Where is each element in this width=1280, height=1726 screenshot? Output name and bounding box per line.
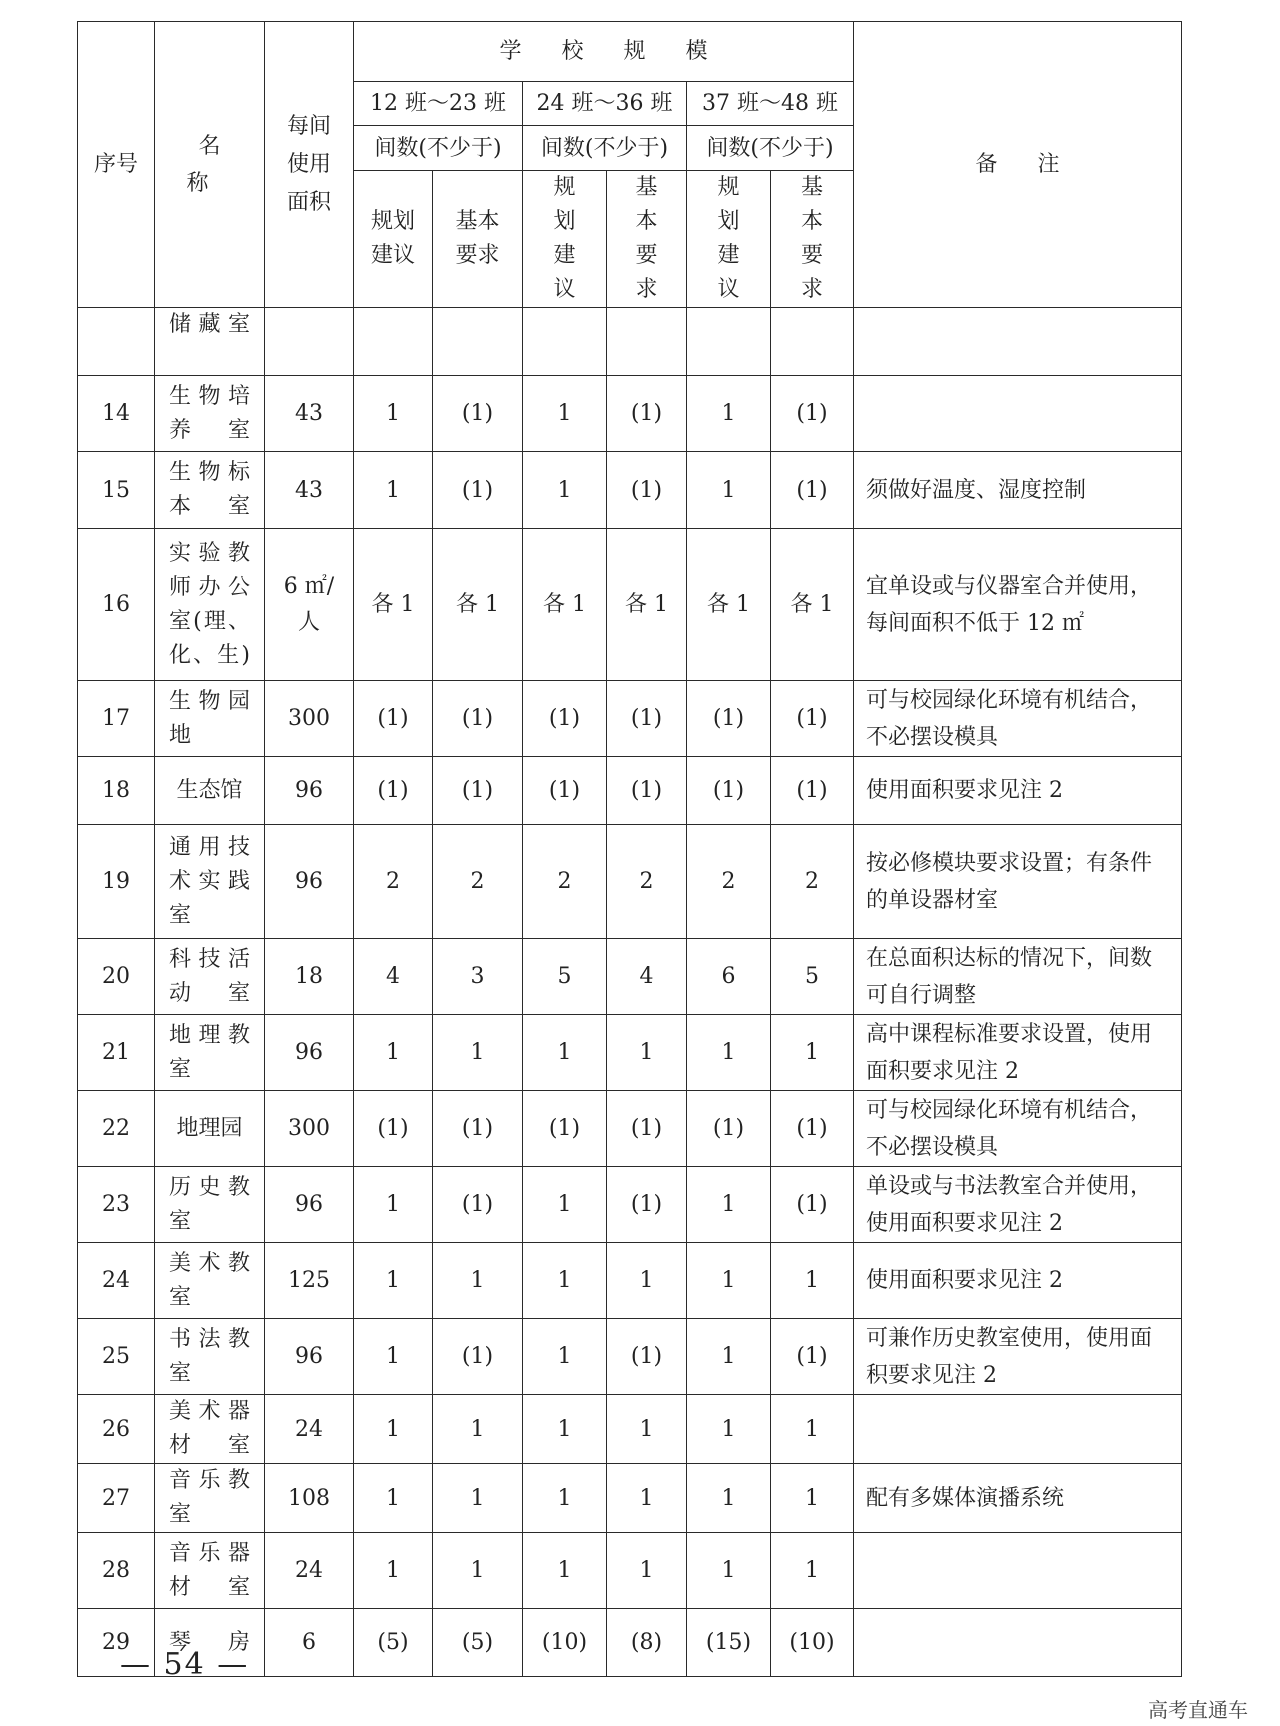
row-count: 5 xyxy=(771,939,854,1015)
row-note: 高中课程标准要求设置，使用面积要求见注 2 xyxy=(854,1015,1182,1091)
header-plan: 规划建议 xyxy=(523,171,607,308)
row-count: (1) xyxy=(354,757,433,825)
row-count: 6 xyxy=(687,939,771,1015)
row-count: 1 xyxy=(354,1243,433,1319)
row-seq: 15 xyxy=(78,452,155,529)
row-count: 3 xyxy=(433,939,523,1015)
row-count: 1 xyxy=(687,1395,771,1464)
row-count: 1 xyxy=(354,1464,433,1533)
row-area: 96 xyxy=(265,1167,354,1243)
page-number: — 54 — xyxy=(120,1647,250,1682)
header-basic: 基本要求 xyxy=(433,171,523,308)
header-scale-1: 12 班～23 班 xyxy=(354,82,523,126)
table-row xyxy=(78,529,1182,681)
facility-table xyxy=(77,21,1182,1677)
table-row xyxy=(78,1243,1182,1319)
row-note: 按必修模块要求设置；有条件的单设器材室 xyxy=(854,825,1182,939)
table-row xyxy=(78,376,1182,452)
row-count: (1) xyxy=(433,681,523,757)
row-name: 历史教室 xyxy=(155,1167,265,1243)
row-count: 1 xyxy=(523,1015,607,1091)
row-count: (1) xyxy=(607,757,687,825)
row-count: 1 xyxy=(354,1319,433,1395)
row-count: (1) xyxy=(354,681,433,757)
row-seq: 18 xyxy=(78,757,155,825)
row-note: 宜单设或与仪器室合并使用，每间面积不低于 12 ㎡ xyxy=(854,529,1182,681)
row-count: 4 xyxy=(354,939,433,1015)
row-seq: 22 xyxy=(78,1091,155,1167)
row-count: 2 xyxy=(433,825,523,939)
row-count: (1) xyxy=(523,681,607,757)
row-count: 1 xyxy=(687,1243,771,1319)
row-area: 96 xyxy=(265,1319,354,1395)
row-seq: 16 xyxy=(78,529,155,681)
row-name: 生物园地 xyxy=(155,681,265,757)
row-name: 生物培养室 xyxy=(155,376,265,452)
row-count: 各 1 xyxy=(687,529,771,681)
row-count: 各 1 xyxy=(607,529,687,681)
row-count: (1) xyxy=(433,452,523,529)
row-note xyxy=(854,1609,1182,1677)
row-note: 单设或与书法教室合并使用，使用面积要求见注 2 xyxy=(854,1167,1182,1243)
row-count: 1 xyxy=(523,1243,607,1319)
row-note xyxy=(854,308,1182,376)
row-count: 1 xyxy=(687,1464,771,1533)
header-seq: 序号 xyxy=(78,22,155,308)
row-note: 配有多媒体演播系统 xyxy=(854,1464,1182,1533)
header-count-3: 间数(不少于) xyxy=(687,126,854,171)
row-count: (1) xyxy=(523,757,607,825)
row-name: 科技活动室 xyxy=(155,939,265,1015)
table-row xyxy=(78,308,1182,376)
row-seq xyxy=(78,308,155,376)
table-row xyxy=(78,681,1182,757)
row-count: 1 xyxy=(771,1464,854,1533)
row-count: 各 1 xyxy=(523,529,607,681)
row-name: 琴房 xyxy=(155,1609,265,1677)
row-count: 1 xyxy=(433,1243,523,1319)
row-area: 6 ㎡/人 xyxy=(265,529,354,681)
row-area: 96 xyxy=(265,757,354,825)
table-row xyxy=(78,1395,1182,1464)
row-area: 24 xyxy=(265,1395,354,1464)
row-note: 使用面积要求见注 2 xyxy=(854,757,1182,825)
row-seq: 28 xyxy=(78,1533,155,1609)
row-count: 1 xyxy=(354,1015,433,1091)
row-count: 2 xyxy=(354,825,433,939)
row-seq: 25 xyxy=(78,1319,155,1395)
header-name: 名称 xyxy=(155,22,265,308)
header-scale-2: 24 班～36 班 xyxy=(523,82,687,126)
row-count: 1 xyxy=(687,1167,771,1243)
row-count: (1) xyxy=(433,1167,523,1243)
row-count xyxy=(607,308,687,376)
table-row xyxy=(78,939,1182,1015)
row-note xyxy=(854,1395,1182,1464)
row-count: (1) xyxy=(523,1091,607,1167)
row-count: (1) xyxy=(687,757,771,825)
row-count: 1 xyxy=(523,452,607,529)
row-count: 1 xyxy=(771,1533,854,1609)
row-area xyxy=(265,308,354,376)
row-note xyxy=(854,376,1182,452)
row-count: (1) xyxy=(771,1319,854,1395)
table-row xyxy=(78,1015,1182,1091)
row-count: 1 xyxy=(523,1319,607,1395)
row-count: 1 xyxy=(354,452,433,529)
row-count: (1) xyxy=(771,1091,854,1167)
row-seq: 24 xyxy=(78,1243,155,1319)
row-count: (1) xyxy=(607,1319,687,1395)
row-name: 储藏室 xyxy=(155,308,265,376)
row-count: 1 xyxy=(607,1395,687,1464)
row-note: 在总面积达标的情况下，间数可自行调整 xyxy=(854,939,1182,1015)
row-area: 43 xyxy=(265,376,354,452)
row-name: 音乐器材室 xyxy=(155,1533,265,1609)
row-count: 2 xyxy=(607,825,687,939)
row-seq: 19 xyxy=(78,825,155,939)
row-count xyxy=(771,308,854,376)
row-count: (1) xyxy=(771,1167,854,1243)
table-row xyxy=(78,1464,1182,1533)
table-body xyxy=(78,308,1182,1677)
row-count: 1 xyxy=(607,1464,687,1533)
row-count: 1 xyxy=(687,452,771,529)
row-count: 1 xyxy=(433,1395,523,1464)
row-count: 各 1 xyxy=(354,529,433,681)
row-seq: 26 xyxy=(78,1395,155,1464)
row-count: 1 xyxy=(687,1015,771,1091)
row-area: 24 xyxy=(265,1533,354,1609)
header-scale-3: 37 班～48 班 xyxy=(687,82,854,126)
row-count: 2 xyxy=(523,825,607,939)
table-row xyxy=(78,757,1182,825)
row-area: 43 xyxy=(265,452,354,529)
row-count: (10) xyxy=(523,1609,607,1677)
row-seq: 23 xyxy=(78,1167,155,1243)
row-name: 书法教室 xyxy=(155,1319,265,1395)
row-area: 96 xyxy=(265,825,354,939)
table-header xyxy=(78,22,1182,308)
row-name: 生物标本室 xyxy=(155,452,265,529)
row-count: 1 xyxy=(523,1464,607,1533)
row-name: 音乐教室 xyxy=(155,1464,265,1533)
row-count xyxy=(523,308,607,376)
row-count: 1 xyxy=(354,1533,433,1609)
row-count: 1 xyxy=(687,1319,771,1395)
row-count: (1) xyxy=(433,376,523,452)
row-count: 各 1 xyxy=(771,529,854,681)
row-count: 1 xyxy=(354,376,433,452)
row-count: (1) xyxy=(354,1091,433,1167)
row-count: (1) xyxy=(607,1167,687,1243)
row-name: 生态馆 xyxy=(155,757,265,825)
row-name: 地理教室 xyxy=(155,1015,265,1091)
row-count: (1) xyxy=(687,681,771,757)
row-count: 1 xyxy=(354,1167,433,1243)
row-count xyxy=(354,308,433,376)
row-count: 2 xyxy=(687,825,771,939)
row-count: (1) xyxy=(771,376,854,452)
row-area: 108 xyxy=(265,1464,354,1533)
row-name: 美术器材室 xyxy=(155,1395,265,1464)
row-name: 地理园 xyxy=(155,1091,265,1167)
row-seq: 17 xyxy=(78,681,155,757)
row-count: 1 xyxy=(771,1395,854,1464)
row-count: 1 xyxy=(523,1533,607,1609)
row-count: 1 xyxy=(607,1015,687,1091)
row-count: (1) xyxy=(607,681,687,757)
row-count: (1) xyxy=(433,1091,523,1167)
row-area: 300 xyxy=(265,1091,354,1167)
row-count xyxy=(433,308,523,376)
row-count: 1 xyxy=(523,1395,607,1464)
row-count: 1 xyxy=(433,1464,523,1533)
header-plan: 规划建议 xyxy=(687,171,771,308)
row-count: (8) xyxy=(607,1609,687,1677)
row-count: (1) xyxy=(607,376,687,452)
table-row xyxy=(78,1091,1182,1167)
row-count: (1) xyxy=(607,452,687,529)
header-count-1: 间数(不少于) xyxy=(354,126,523,171)
row-count: (1) xyxy=(433,1319,523,1395)
row-count: 1 xyxy=(523,376,607,452)
table-row xyxy=(78,1319,1182,1395)
header-plan: 规划建议 xyxy=(354,171,433,308)
row-name: 通用技术实践室 xyxy=(155,825,265,939)
row-note: 可与校园绿化环境有机结合，不必摆设模具 xyxy=(854,1091,1182,1167)
table-row xyxy=(78,825,1182,939)
watermark: 高考直通车 xyxy=(1148,1698,1248,1722)
row-area: 18 xyxy=(265,939,354,1015)
row-seq: 29 xyxy=(78,1609,155,1677)
row-count: 2 xyxy=(771,825,854,939)
row-count: 5 xyxy=(523,939,607,1015)
row-count: 1 xyxy=(687,1533,771,1609)
row-count: (10) xyxy=(771,1609,854,1677)
row-area: 125 xyxy=(265,1243,354,1319)
row-note: 使用面积要求见注 2 xyxy=(854,1243,1182,1319)
table-row xyxy=(78,1167,1182,1243)
row-seq: 14 xyxy=(78,376,155,452)
row-count: 1 xyxy=(354,1395,433,1464)
row-name: 实验教师办公室(理、化、生) xyxy=(155,529,265,681)
header-count-2: 间数(不少于) xyxy=(523,126,687,171)
row-count: 1 xyxy=(771,1243,854,1319)
row-name: 美术教室 xyxy=(155,1243,265,1319)
row-count: 1 xyxy=(687,376,771,452)
row-area: 96 xyxy=(265,1015,354,1091)
row-count: 1 xyxy=(523,1167,607,1243)
row-count: 1 xyxy=(771,1015,854,1091)
row-count: (5) xyxy=(354,1609,433,1677)
header-basic: 基本要求 xyxy=(607,171,687,308)
row-count: 1 xyxy=(607,1533,687,1609)
row-count xyxy=(687,308,771,376)
table-row xyxy=(78,452,1182,529)
row-count: (1) xyxy=(433,757,523,825)
header-area: 每间使用面积 xyxy=(265,22,354,308)
row-count: 1 xyxy=(607,1243,687,1319)
table-row xyxy=(78,1533,1182,1609)
header-notes: 备注 xyxy=(854,22,1182,308)
row-count: (1) xyxy=(771,681,854,757)
row-count: (1) xyxy=(771,757,854,825)
header-scale: 学校规模 xyxy=(354,22,854,82)
row-count: 各 1 xyxy=(433,529,523,681)
row-count: (1) xyxy=(771,452,854,529)
row-count: 1 xyxy=(433,1533,523,1609)
row-count: (1) xyxy=(607,1091,687,1167)
row-note: 可兼作历史教室使用，使用面积要求见注 2 xyxy=(854,1319,1182,1395)
row-area: 300 xyxy=(265,681,354,757)
header-basic: 基本要求 xyxy=(771,171,854,308)
row-count: 1 xyxy=(433,1015,523,1091)
row-seq: 20 xyxy=(78,939,155,1015)
row-note: 可与校园绿化环境有机结合，不必摆设模具 xyxy=(854,681,1182,757)
row-count: (1) xyxy=(687,1091,771,1167)
row-note xyxy=(854,1533,1182,1609)
row-seq: 27 xyxy=(78,1464,155,1533)
row-seq: 21 xyxy=(78,1015,155,1091)
row-area: 6 xyxy=(265,1609,354,1677)
row-count: (15) xyxy=(687,1609,771,1677)
row-count: 4 xyxy=(607,939,687,1015)
row-count: (5) xyxy=(433,1609,523,1677)
row-note: 须做好温度、湿度控制 xyxy=(854,452,1182,529)
